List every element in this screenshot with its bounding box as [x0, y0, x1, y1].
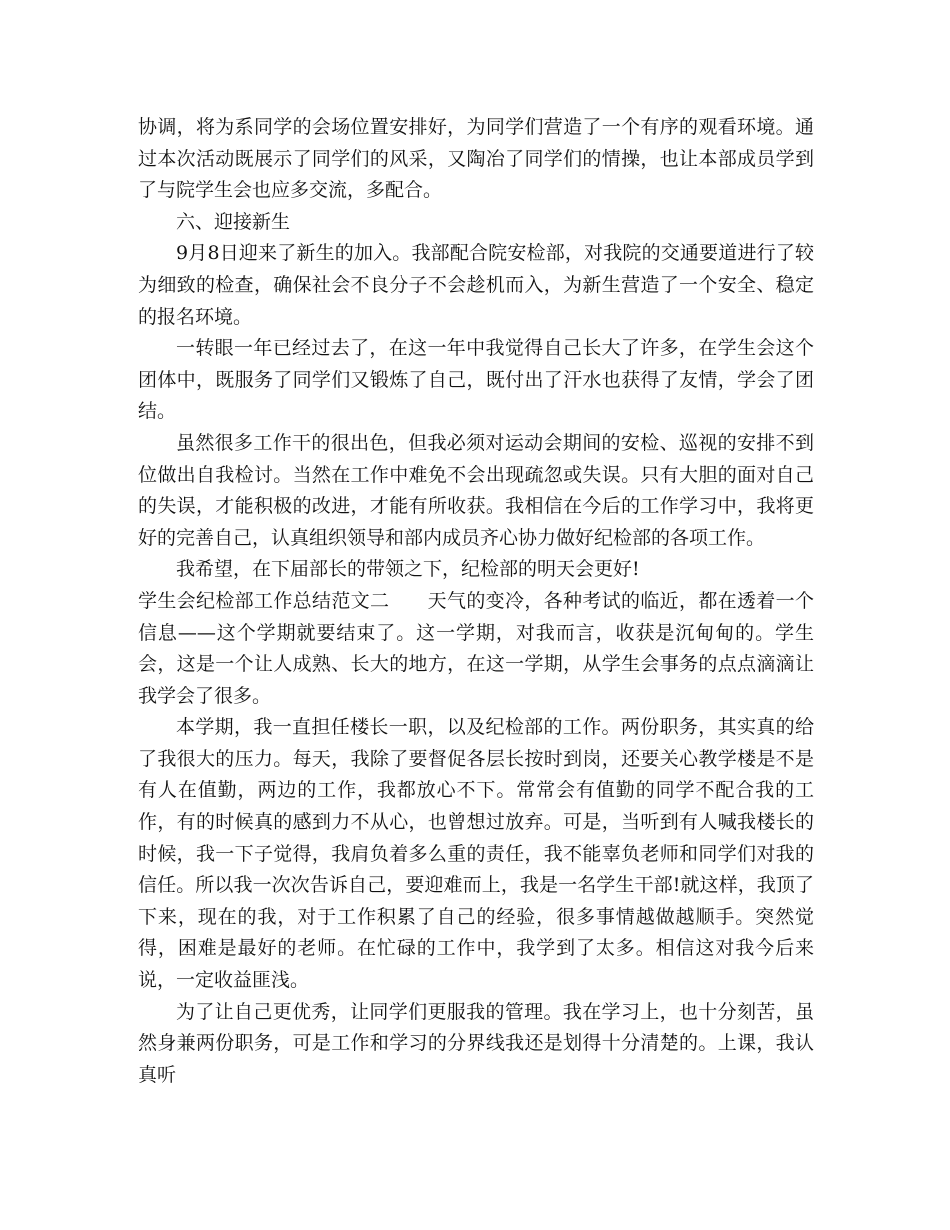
section-first-paragraph: 天气的变冷，各种考试的临近，都在透着一个信息——这个学期就要结束了。这一学期，对我而言，收获是沉甸甸的。学生会，这是一个让人成熟、长大的地方，在这一学期，从学生会事务的点点滴滴让我学会了很多。 — [138, 589, 814, 707]
paragraph-semester-duties: 本学期，我一直担任楼长一职，以及纪检部的工作。两份职务，其实真的给了我很大的压力。每天，我除了要督促各层长按时到岗，还要关心教学楼是不是有人在值勤，两边的工作，我都放心不下。常常会有值勤的同学不配合我的工作，有的时候真的感到力不从心，也曾想过放弃。可是，当听到有人喊我楼长的时候，我一下子觉得，我肩负着多么重的责任，我不能辜负老师和同学们对我的信任。所以我一次次告诉自己，要迎难而上，我是一名学生干部!就这样，我顶了下来，现在的我，对于工作积累了自己的经验，很多事情越做越顺手。突然觉得，困难是最好的老师。在忙碌的工作中，我学到了太多。相信这对我今后来说，一定收益匪浅。 — [138, 716, 814, 992]
section-intro-paragraph — [138, 586, 814, 712]
section-title: 学生会纪检部工作总结范文二 — [138, 589, 390, 612]
paragraph-year-reflection: 一转眼一年已经过去了，在这一年中我觉得自己长大了许多，在学生会这个团体中，既服务了同学们又锻炼了自己，既付出了汗水也获得了友情，学会了团结。 — [138, 337, 814, 423]
paragraph-hope: 我希望，在下届部长的带领之下，纪检部的明天会更好! — [176, 558, 640, 581]
paragraph-self-review: 虽然很多工作干的很出色，但我必须对运动会期间的安检、巡视的安排不到位做出自我检讨。当然在工作中难免不会出现疏忽或失误。只有大胆的面对自己的失误，才能积极的改进，才能有所收获。我相信在今后的工作学习中，我将更好的完善自己，认真组织领导和部内成员齐心协力做好纪检部的各项工作。 — [138, 431, 814, 549]
paragraph-freshmen: 9月8日迎来了新生的加入。我部配合院安检部，对我院的交通要道进行了较为细致的检查，确保社会不良分子不会趁机而入，为新生营造了一个安全、稳定的报名环境。 — [138, 242, 814, 328]
paragraph-study-effort: 为了让自己更优秀，让同学们更服我的管理。我在学习上，也十分刻苦，虽然身兼两份职务，可是工作和学习的分界线我还是划得十分清楚的。上课，我认真听 — [138, 1000, 814, 1086]
document-page — [138, 112, 814, 1091]
paragraph-continuation: 协调，将为系同学的会场位置安排好，为同学们营造了一个有序的观看环境。通过本次活动既展示了同学们的风采，又陶冶了同学们的情操，也让本部成员学到了与院学生会也应多交流，多配合。 — [138, 116, 814, 202]
section-heading-welcome-freshmen: 六、迎接新生 — [176, 210, 291, 233]
